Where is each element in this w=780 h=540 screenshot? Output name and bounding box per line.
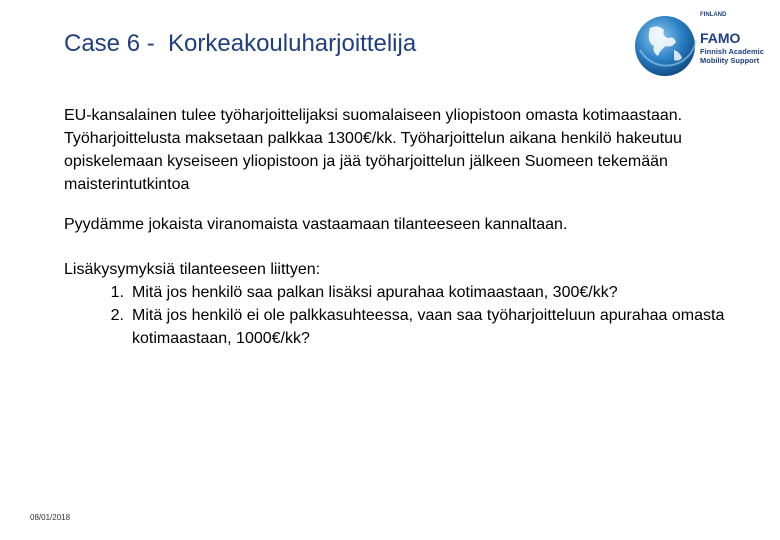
- logo-subtitle: [700, 47, 764, 65]
- question-number: 1.: [110, 284, 124, 301]
- logo-subtitle-line1: Finnish Academic: [700, 47, 764, 56]
- questions-list: [64, 281, 744, 350]
- globe-icon: [630, 10, 700, 80]
- case-description: EU-kansalainen tulee työharjoittelijaksi suomalaiseen yliopistoon omasta kotimaastaan. Työharjoittelusta maksetaan palkkaa 1300€/kk. Työharjoittelun aikana henkilö hakeutuu opiskelemaan kyseiseen yliopistoon ja jää työharjoittelun jälkeen Suomeen tekemään maisterintutkintoa: [64, 107, 683, 193]
- questions-intro: Lisäkysymyksiä tilanteeseen liittyen:: [64, 261, 321, 278]
- logo-country: FINLAND: [700, 12, 727, 18]
- request-text: Pyydämme jokaista viranomaista vastaamaan tilanteeseen kannaltaan.: [64, 216, 568, 233]
- logo-name: FAMO: [700, 30, 741, 46]
- famo-logo: [630, 8, 770, 88]
- logo-subtitle-line2: Mobility Support: [700, 56, 760, 65]
- question-item: [64, 304, 744, 350]
- question-number: 2.: [110, 307, 124, 324]
- slide-body: [64, 104, 744, 350]
- footer-date: 08/01/2018: [30, 513, 71, 522]
- question-item: [64, 281, 744, 304]
- questions-section: [64, 258, 744, 350]
- slide-title: Case 6 - Korkeakouluharjoittelija: [64, 30, 417, 57]
- question-text: Mitä jos henkilö ei ole palkkasuhteessa, vaan saa työharjoitteluun apurahaa omasta kotimaastaan, 1000€/kk?: [132, 307, 725, 347]
- question-text: Mitä jos henkilö saa palkan lisäksi apurahaa kotimaastaan, 300€/kk?: [132, 284, 618, 301]
